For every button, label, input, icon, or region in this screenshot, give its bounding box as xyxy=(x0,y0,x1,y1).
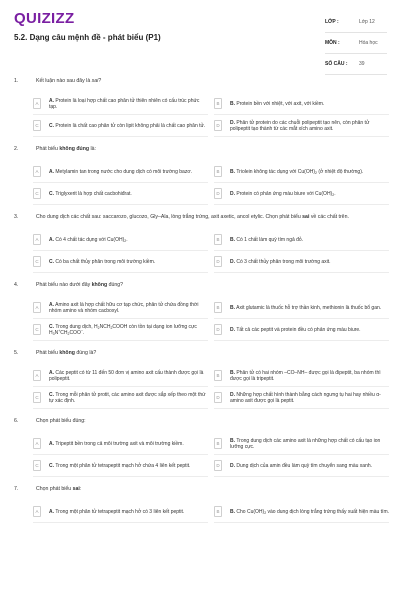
option-label: A. xyxy=(49,508,54,515)
question-text: Chọn phát biểu đúng: xyxy=(36,418,86,424)
option-text xyxy=(49,324,208,336)
answer-option-c[interactable] xyxy=(33,183,208,205)
meta-value: 39 xyxy=(359,61,365,67)
option-body: Tripeptit bền trong cả môi trường axit và môi trường kiềm. xyxy=(55,440,184,447)
answer-option-d[interactable] xyxy=(214,387,389,409)
question-list xyxy=(0,78,400,532)
question-header xyxy=(0,282,400,289)
question-text: Phát biểu không đúng là? xyxy=(36,350,97,356)
option-text xyxy=(230,305,381,311)
option-body: Protein bền với nhiệt, với axit, với kiềm. xyxy=(236,100,325,107)
option-text xyxy=(49,123,205,129)
question-number: 7. xyxy=(14,486,19,492)
meta-row xyxy=(325,12,387,33)
question-number: 6. xyxy=(14,418,19,424)
question xyxy=(0,78,400,137)
answer-option-a[interactable] xyxy=(33,93,208,115)
option-label: A. xyxy=(49,369,54,376)
option-letter-box: D xyxy=(214,188,222,199)
option-label: B. xyxy=(230,168,235,175)
option-text xyxy=(49,259,155,265)
option-body: Những hợp chất hình thành bằng cách ngưng tụ hai hay nhiều α-amino axit được gọi là peptit. xyxy=(230,391,381,404)
option-label: D. xyxy=(230,258,235,265)
option-text xyxy=(230,120,389,132)
option-letter-box: A xyxy=(33,438,41,449)
question-number: 2. xyxy=(14,146,19,152)
option-body: Có 3 chất thủy phân trong môi trường axit. xyxy=(236,258,331,265)
option-body: Tất cả các peptit và protein đều có phản ứng màu biure. xyxy=(236,326,361,333)
answer-option-a[interactable] xyxy=(33,433,208,455)
option-letter-box: A xyxy=(33,98,41,109)
option-label: B. xyxy=(230,508,235,515)
option-text xyxy=(49,370,208,382)
meta-key: LỚP : xyxy=(325,19,339,25)
answer-option-d[interactable] xyxy=(214,319,389,341)
option-label: B. xyxy=(230,100,235,107)
answer-option-d[interactable] xyxy=(214,115,389,137)
option-text xyxy=(49,169,192,175)
option-letter-box: C xyxy=(33,256,41,267)
answer-option-b[interactable] xyxy=(214,161,389,183)
question-text: Chọn phát biểu sai: xyxy=(36,486,82,492)
option-body: Amino axit là hợp chất hữu cơ tạp chức, phân tử chứa đồng thời nhóm amino và nhóm cacboxyl. xyxy=(49,301,199,314)
option-body: Metylamin tan trong nước cho dung dịch có môi trường bazơ. xyxy=(55,168,192,175)
option-body: Protein là chất cao phân tử còn lipit không phải là chất cao phân tử. xyxy=(55,122,206,129)
option-label: D. xyxy=(230,190,235,197)
answer-option-d[interactable] xyxy=(214,183,389,205)
option-letter-box: A xyxy=(33,166,41,177)
option-text xyxy=(49,237,128,243)
option-letter-box: A xyxy=(33,234,41,245)
option-body: Triglyxerit là hợp chất cacbohiđrat. xyxy=(55,190,132,197)
option-text xyxy=(49,191,132,197)
answer-option-d[interactable] xyxy=(214,455,389,477)
meta-row xyxy=(325,33,387,54)
question-header xyxy=(0,78,400,85)
option-label: A. xyxy=(49,97,54,104)
option-letter-box: B xyxy=(214,506,222,517)
question xyxy=(0,350,400,409)
option-body: Trong dung dịch các amino axit là những hợp chất có cấu tạo ion lưỡng cực. xyxy=(230,437,381,450)
question xyxy=(0,418,400,477)
answer-option-c[interactable] xyxy=(33,115,208,137)
option-body: Protein là loại hợp chất cao phân tử thiên nhiên có cấu trúc phức tạp. xyxy=(49,97,200,110)
question-number: 5. xyxy=(14,350,19,356)
question-header xyxy=(0,350,400,357)
option-label: C. xyxy=(49,258,54,265)
option-letter-box: C xyxy=(33,120,41,131)
answer-option-b[interactable] xyxy=(214,93,389,115)
answer-option-c[interactable] xyxy=(33,319,208,341)
option-letter-box: B xyxy=(214,302,222,313)
question xyxy=(0,486,400,523)
option-label: B. xyxy=(230,304,235,311)
question-number: 3. xyxy=(14,214,19,220)
option-label: D. xyxy=(230,119,235,126)
option-letter-box: B xyxy=(214,166,222,177)
question-text: Kết luận nào sau đây là sai? xyxy=(36,78,102,84)
option-body: Có 4 chất tác dụng với $Cu(OH)_2$. xyxy=(55,236,128,243)
answer-option-a[interactable] xyxy=(33,501,208,523)
answer-option-c[interactable] xyxy=(33,387,208,409)
page-title: 5.2. Dạng câu mệnh đề - phát biểu (P1) xyxy=(14,33,161,42)
option-letter-box: D xyxy=(214,392,222,403)
question-number: 4. xyxy=(14,282,19,288)
answer-option-c[interactable] xyxy=(33,455,208,477)
option-label: D. xyxy=(230,326,235,333)
option-label: A. xyxy=(49,168,54,175)
option-text xyxy=(230,191,336,197)
option-letter-box: A xyxy=(33,506,41,517)
option-letter-box: D xyxy=(214,460,222,471)
option-label: B. xyxy=(230,369,235,376)
option-body: Dung dịch của amin đều làm quỳ tím chuyển sang màu xanh. xyxy=(236,462,373,469)
option-letter-box: D xyxy=(214,324,222,335)
question-text: Phát biểu nào dưới đây không đúng? xyxy=(36,282,124,288)
option-body: Trong dung dịch, $H_2NCH_2COOH$ còn tồn tại dạng ion lưỡng cực $H_3N^+CH_2COO^-$. xyxy=(49,323,197,336)
answer-options xyxy=(33,433,389,477)
option-label: C. xyxy=(49,122,54,129)
option-text xyxy=(230,463,372,469)
answer-option-d[interactable] xyxy=(214,251,389,273)
answer-option-a[interactable] xyxy=(33,297,208,319)
option-label: A. xyxy=(49,301,54,308)
option-text xyxy=(49,98,208,110)
option-text xyxy=(49,392,208,404)
answer-option-a[interactable] xyxy=(33,229,208,251)
answer-option-a[interactable] xyxy=(33,365,208,387)
option-body: Triolein không tác dụng với $Cu(OH)_2$ (ở nhiệt độ thường). xyxy=(236,168,364,175)
question-header xyxy=(0,146,400,153)
question xyxy=(0,214,400,273)
answer-options xyxy=(33,297,389,341)
option-label: B. xyxy=(230,437,235,444)
answer-option-b[interactable] xyxy=(214,297,389,319)
question-text: Cho dung dịch các chất sau: saccarozo, glucozo, Gly–Ala, lòng trắng trứng, axit axetic, ancol etylic. Chọn phát biểu sai về các chất trên. xyxy=(36,214,349,220)
option-body: Có 1 chất làm quỳ tím ngả đỏ. xyxy=(236,236,304,243)
option-label: D. xyxy=(230,462,235,469)
option-body: Phân tử protein do các chuỗi polipeptit tạo nên, còn phân tử polipeptit tạo thành từ các mắt xích amino axit. xyxy=(230,119,370,132)
option-label: C. xyxy=(49,462,54,469)
option-letter-box: B xyxy=(214,438,222,449)
option-letter-box: B xyxy=(214,234,222,245)
option-label: D. xyxy=(230,391,235,398)
answer-options xyxy=(33,93,389,137)
option-text xyxy=(230,259,331,265)
option-text xyxy=(49,509,184,515)
option-body: Cho $Cu(OH)_2$ vào dung dịch lòng trắng trứng thấy xuất hiện màu tím. xyxy=(236,508,390,515)
option-body: Axit glutamic là thuốc hỗ trợ thần kinh, methionin là thuốc bổ gan. xyxy=(236,304,382,311)
option-letter-box: A xyxy=(33,302,41,313)
quizizz-logo: QUIZIZZ xyxy=(14,10,75,27)
answer-options xyxy=(33,161,389,205)
option-body: Các peptit có từ 11 đến 50 đơn vị amino axit cấu thành được gọi là polipeptit. xyxy=(49,369,204,382)
option-label: C. xyxy=(49,190,54,197)
question xyxy=(0,146,400,205)
option-letter-box: A xyxy=(33,370,41,381)
option-body: Trong mỗi phân tử protit, các amino axit được sắp xếp theo một thứ tự xác định. xyxy=(49,391,206,404)
answer-options xyxy=(33,365,389,409)
option-body: Trong một phân tử tetrapeptit mạch hở chứa 4 liên kết peptit. xyxy=(55,462,191,469)
answer-options xyxy=(33,229,389,273)
question-header xyxy=(0,486,400,493)
meta-table xyxy=(325,12,387,75)
meta-key: MÔN : xyxy=(325,40,340,46)
option-letter-box: D xyxy=(214,256,222,267)
option-label: B. xyxy=(230,236,235,243)
option-letter-box: C xyxy=(33,324,41,335)
option-label: C. xyxy=(49,323,54,330)
question xyxy=(0,282,400,341)
answer-option-c[interactable] xyxy=(33,251,208,273)
option-text xyxy=(49,302,208,314)
option-label: A. xyxy=(49,236,54,243)
question-header xyxy=(0,214,400,221)
option-text xyxy=(230,392,389,404)
answer-option-b[interactable] xyxy=(214,501,389,523)
option-text xyxy=(49,463,190,469)
option-text xyxy=(230,509,389,515)
option-body: Có ba chất thủy phân trong môi trường kiềm. xyxy=(55,258,156,265)
meta-value: Hóa học xyxy=(359,40,378,46)
meta-row xyxy=(325,54,387,75)
option-body: Phân tử có hai nhóm –CO–NH– được gọi là đipeptit, ba nhóm thì được gọi là tripeptit. xyxy=(230,369,381,382)
option-letter-box: C xyxy=(33,392,41,403)
option-body: Trong một phân tử tetrapeptit mạch hở có 3 liên kết peptit. xyxy=(55,508,185,515)
answer-option-b[interactable] xyxy=(214,229,389,251)
option-text xyxy=(230,327,361,333)
option-text xyxy=(230,169,363,175)
meta-key: SỐ CÂU : xyxy=(325,61,348,67)
option-text xyxy=(230,101,324,107)
option-text xyxy=(230,370,389,382)
answer-options xyxy=(33,501,389,523)
option-text xyxy=(230,237,303,243)
answer-option-a[interactable] xyxy=(33,161,208,183)
answer-option-b[interactable] xyxy=(214,365,389,387)
option-letter-box: C xyxy=(33,188,41,199)
option-letter-box: B xyxy=(214,370,222,381)
question-header xyxy=(0,418,400,425)
answer-option-b[interactable] xyxy=(214,433,389,455)
question-text: Phát biểu không đúng là: xyxy=(36,146,96,152)
question-number: 1. xyxy=(14,78,19,84)
option-label: A. xyxy=(49,440,54,447)
option-body: Protein có phản ứng màu biure với $Cu(OH)_2$. xyxy=(236,190,336,197)
meta-value: Lớp 12 xyxy=(359,19,375,25)
option-label: C. xyxy=(49,391,54,398)
option-letter-box: B xyxy=(214,98,222,109)
option-letter-box: D xyxy=(214,120,222,131)
option-text xyxy=(230,438,389,450)
option-text xyxy=(49,441,184,447)
option-letter-box: C xyxy=(33,460,41,471)
